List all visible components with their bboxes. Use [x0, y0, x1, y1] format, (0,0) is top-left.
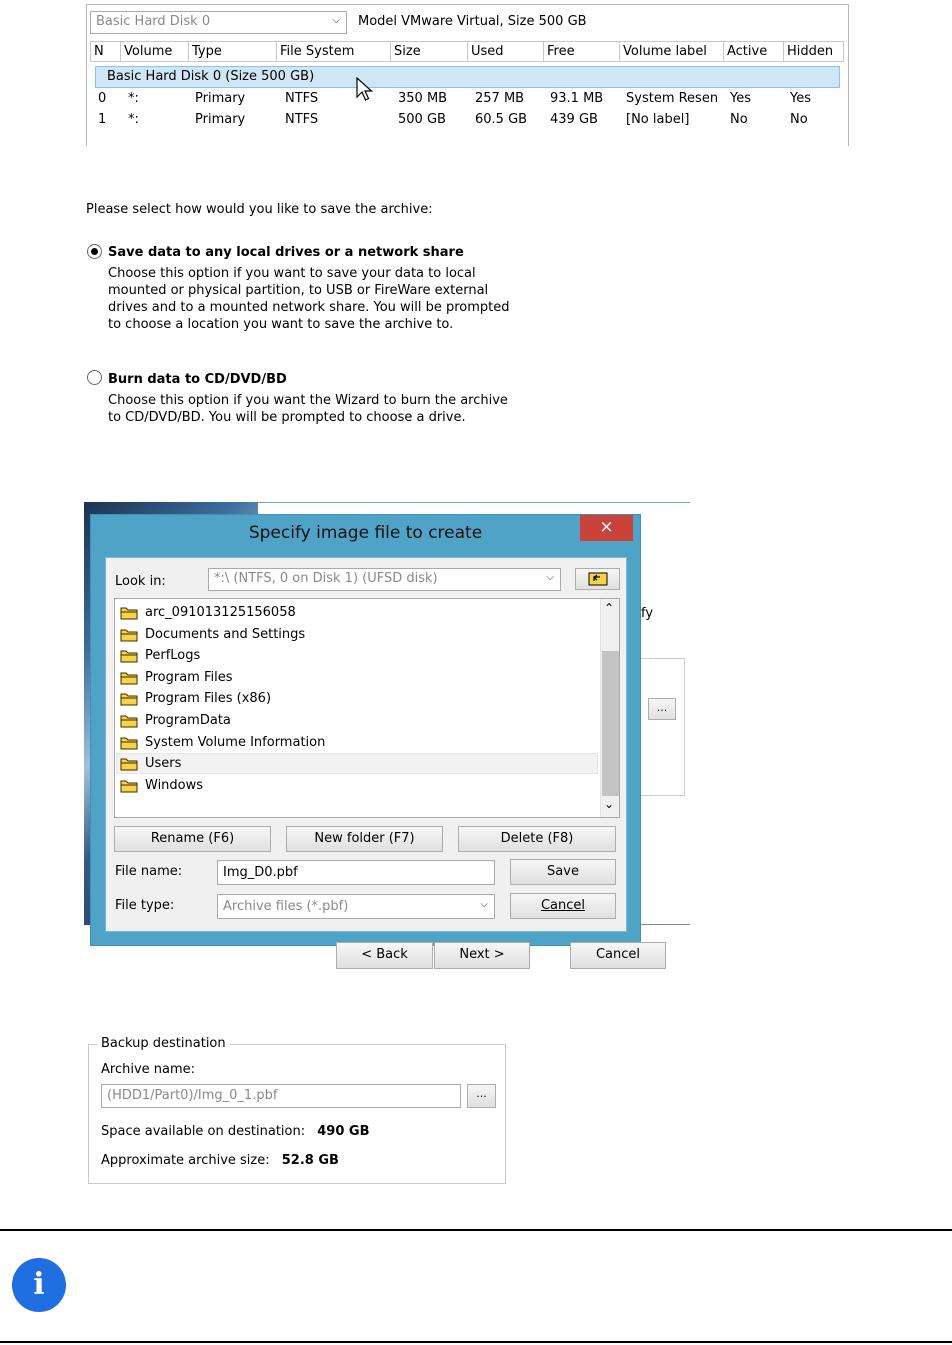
info-icon: i	[12, 1258, 66, 1312]
back-button[interactable]: < Back	[336, 942, 433, 969]
file-name-label: File name:	[115, 864, 183, 879]
col-n[interactable]: N	[90, 41, 120, 62]
space-available-row	[101, 1124, 370, 1139]
col-free[interactable]: Free	[543, 41, 619, 62]
look-in-value: *:\ (NTFS, 0 on Disk 1) (UFSD disk)	[214, 571, 438, 586]
folder-name: arc_091013125156058	[145, 605, 296, 620]
folder-icon	[120, 671, 138, 685]
col-volume-label[interactable]: Volume label	[619, 41, 723, 62]
cell-hidden: No	[790, 112, 808, 127]
cell-type: Primary	[195, 112, 246, 127]
list-item[interactable]	[120, 646, 598, 666]
col-size[interactable]: Size	[390, 41, 467, 62]
list-item[interactable]	[120, 776, 598, 796]
folder-icon	[120, 779, 138, 793]
folder-name: Documents and Settings	[145, 626, 306, 642]
dialog-title: Specify image file to create	[248, 523, 483, 543]
cell-volume: *:	[128, 112, 139, 127]
disk-model-label: Model VMware Virtual, Size 500 GB	[358, 14, 587, 29]
folder-icon	[120, 628, 138, 642]
list-item[interactable]	[120, 668, 598, 688]
folder-name: Program Files (x86)	[145, 691, 272, 707]
folder-icon	[120, 649, 138, 663]
list-item[interactable]	[120, 711, 598, 731]
folder-up-icon	[588, 572, 608, 586]
info-top-rule	[0, 1229, 952, 1231]
divider	[258, 502, 690, 503]
cell-volume-label: [No label]	[626, 112, 690, 127]
archive-size-row	[101, 1153, 339, 1168]
delete-button[interactable]: Delete (F8)	[458, 826, 616, 852]
info-bottom-rule	[0, 1341, 952, 1343]
list-item[interactable]	[120, 689, 598, 709]
background-group-box	[641, 658, 685, 796]
archive-name-label: Archive name:	[101, 1062, 196, 1077]
folder-name: PerfLogs	[145, 648, 201, 664]
folder-icon	[120, 692, 138, 706]
disk-group-label: Basic Hard Disk 0 (Size 500 GB)	[107, 69, 315, 84]
archive-name-input[interactable]: (HDD1/Part0)/Img_0_1.pbf	[101, 1084, 461, 1108]
cell-hidden: Yes	[790, 91, 811, 106]
file-name-input[interactable]: Img_D0.pbf	[217, 860, 495, 885]
file-type-value: Archive files (*.pbf)	[223, 899, 349, 914]
cell-active: No	[730, 112, 748, 127]
look-in-select[interactable]	[208, 568, 561, 591]
option-burn-description: Choose this option if you want the Wizard to burn the archive to CD/DVD/BD. You will be prompted to choose a drive.	[108, 393, 508, 425]
disk-select[interactable]	[90, 11, 347, 34]
scrollbar-thumb[interactable]	[602, 651, 619, 796]
list-scrollbar[interactable]	[600, 599, 619, 817]
folder-name: Windows	[145, 777, 204, 793]
look-in-label: Look in:	[115, 574, 166, 589]
folder-icon	[120, 757, 138, 771]
col-file-system[interactable]: File System	[276, 41, 390, 62]
wizard-cancel-button[interactable]: Cancel	[570, 942, 666, 969]
folder-icon	[120, 714, 138, 728]
col-type[interactable]: Type	[188, 41, 276, 62]
option-local-description: Choose this option if you want to save your data to local mounted or physical partition, to USB or FireWare external drives and to a mounted network share. You will be prompted to choose a location you want to save the archive to.	[108, 266, 510, 332]
chevron-down-icon: ⌵	[480, 899, 488, 910]
archive-size-label: Approximate archive size:	[101, 1153, 270, 1168]
folder-name: Users	[145, 756, 182, 772]
close-button[interactable]	[580, 515, 633, 541]
new-folder-button[interactable]: New folder (F7)	[286, 826, 443, 852]
folder-icon	[120, 606, 138, 620]
folder-list[interactable]	[114, 598, 620, 818]
option-burn-radio[interactable]	[87, 370, 102, 385]
col-active[interactable]: Active	[723, 41, 783, 62]
save-button[interactable]: Save	[510, 859, 616, 885]
cell-free: 93.1 MB	[550, 91, 604, 106]
cell-used: 60.5 GB	[475, 112, 528, 127]
dialog-body	[105, 557, 627, 932]
scroll-up-icon[interactable]: ⌃	[604, 601, 615, 615]
background-browse-button[interactable]: ...	[648, 698, 676, 720]
scroll-down-icon[interactable]: ⌄	[604, 797, 615, 811]
archive-size-value: 52.8 GB	[281, 1153, 339, 1168]
folder-name: System Volume Information	[145, 734, 326, 750]
browse-button[interactable]: ...	[467, 1084, 496, 1108]
col-hidden[interactable]: Hidden	[783, 41, 844, 62]
cell-file-system: NTFS	[285, 112, 319, 127]
cell-file-system: NTFS	[285, 91, 319, 106]
cell-n: 0	[98, 91, 107, 106]
disk-group-row[interactable]	[95, 66, 840, 88]
list-item[interactable]	[120, 625, 598, 645]
up-folder-button[interactable]	[575, 568, 620, 590]
folder-name: ProgramData	[145, 713, 231, 728]
mouse-cursor-icon	[356, 77, 374, 103]
file-type-label: File type:	[115, 898, 175, 913]
col-volume[interactable]: Volume	[120, 41, 188, 62]
space-available-label: Space available on destination:	[101, 1124, 306, 1139]
background-partial-text: fy	[641, 606, 654, 621]
file-dialog	[90, 514, 641, 946]
cell-volume-label: System Resen	[626, 91, 719, 106]
cell-free: 439 GB	[550, 112, 598, 127]
list-item[interactable]	[120, 733, 598, 753]
cell-size: 500 GB	[398, 112, 446, 127]
group-label: Backup destination	[97, 1036, 230, 1051]
option-local-label[interactable]: Save data to any local drives or a network share	[108, 245, 464, 260]
list-item[interactable]	[120, 603, 598, 623]
col-used[interactable]: Used	[467, 41, 543, 62]
backup-destination-group	[88, 1036, 506, 1184]
folder-name: Program Files	[145, 669, 233, 685]
save-prompt: Please select how would you like to save the archive:	[86, 202, 433, 217]
cell-active: Yes	[730, 91, 751, 106]
partition-table-panel	[86, 4, 849, 146]
cancel-button[interactable]: Cancel	[510, 893, 616, 919]
cell-n: 1	[98, 112, 107, 127]
next-button[interactable]: Next >	[434, 942, 530, 969]
rename-button[interactable]: Rename (F6)	[114, 826, 271, 852]
file-type-select[interactable]	[217, 894, 495, 919]
cell-volume: *:	[128, 91, 139, 106]
chevron-down-icon: ⌵	[332, 15, 340, 26]
space-available-value: 490 GB	[317, 1124, 370, 1139]
close-icon: ×	[599, 517, 614, 537]
disk-select-value: Basic Hard Disk 0	[96, 14, 211, 29]
folder-icon	[120, 736, 138, 750]
option-burn-label[interactable]: Burn data to CD/DVD/BD	[108, 372, 287, 387]
chevron-down-icon: ⌵	[546, 572, 554, 583]
cell-size: 350 MB	[398, 91, 448, 106]
option-local-radio[interactable]	[87, 244, 102, 259]
cell-used: 257 MB	[475, 91, 525, 106]
cell-type: Primary	[195, 91, 246, 106]
list-item[interactable]	[120, 754, 598, 774]
